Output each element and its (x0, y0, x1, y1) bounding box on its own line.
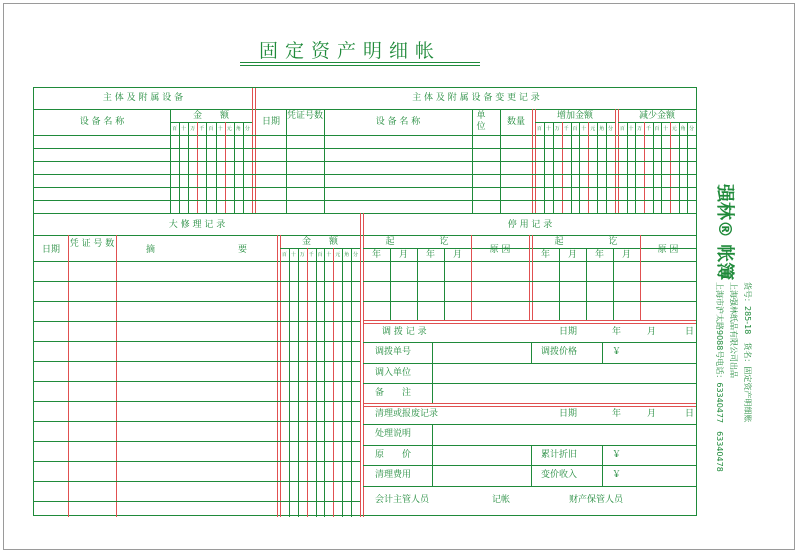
digit-label: 百 (172, 126, 178, 132)
rule (363, 281, 696, 282)
transfer-note-label: 备 注 (375, 388, 412, 398)
stop-year-label: 年 (371, 250, 381, 260)
header-stop-start-1: 起 (385, 237, 395, 247)
digit-label: 角 (344, 252, 350, 258)
digit-label: 百 (536, 126, 542, 132)
rule (34, 109, 696, 110)
rule (34, 235, 696, 236)
publisher-info (700, 170, 795, 472)
digit-label: 千 (199, 126, 205, 132)
header-equipment-name: 设 备 名 称 (79, 117, 125, 127)
digit-label: 角 (599, 126, 605, 132)
header-repair-voucher: 凭 证 号 数 (69, 239, 115, 249)
rule (298, 248, 299, 517)
header-stop-end-2: 讫 (608, 237, 618, 247)
stop-year-label: 年 (594, 250, 604, 260)
digit-label: 万 (299, 252, 305, 258)
digit-label: 十 (217, 126, 223, 132)
rule (34, 361, 360, 362)
disposal-accum-label: 累计折旧 (541, 450, 578, 460)
rule (363, 342, 696, 343)
rule (535, 122, 615, 123)
digit-label: 元 (671, 126, 677, 132)
rule (363, 465, 696, 466)
digit-label: 百 (619, 126, 625, 132)
rule (471, 235, 472, 320)
transfer-price-yen: ￥ (612, 347, 622, 357)
digit-label: 千 (563, 126, 569, 132)
title-underline (240, 62, 480, 63)
rule (34, 174, 696, 175)
footer-keeper: 财产保管人员 (569, 495, 624, 505)
transfer-month: 月 (647, 327, 657, 337)
rule (351, 248, 352, 517)
brand-line-3: 上海市沪太路9088号电话：63340477 63340478 (715, 282, 724, 472)
digit-label: 元 (590, 126, 596, 132)
rule (116, 235, 117, 517)
rule (68, 235, 69, 517)
rule (34, 381, 360, 382)
header-repair-date: 日期 (41, 245, 60, 255)
rule (255, 88, 256, 213)
digit-label: 百 (654, 126, 660, 132)
rule (363, 323, 696, 324)
stop-month-label: 月 (567, 250, 577, 260)
digit-label: 百 (281, 252, 287, 258)
header-change-qty: 数量 (506, 117, 525, 127)
stop-month-label: 月 (452, 250, 462, 260)
header-change-unit: 单位 (476, 111, 486, 132)
digit-label: 角 (235, 126, 241, 132)
stop-month-label: 月 (398, 250, 408, 260)
digit-label: 分 (244, 126, 250, 132)
digit-label: 万 (554, 126, 560, 132)
digit-label: 百 (572, 126, 578, 132)
rule (34, 501, 360, 502)
header-change-voucher: 凭证号数 (286, 111, 323, 121)
digit-label: 十 (290, 252, 296, 258)
rule (277, 235, 278, 517)
section-repair: 大 修 理 记 录 (168, 220, 226, 230)
transfer-year: 年 (612, 327, 622, 337)
rule (170, 122, 252, 123)
page-title: 固定资产明细帐 (258, 40, 441, 62)
digit-label: 十 (181, 126, 187, 132)
rule (34, 421, 360, 422)
rule (289, 248, 290, 517)
stop-year-label: 年 (425, 250, 435, 260)
disposal-date-label: 日期 (559, 409, 578, 419)
header-repair-summary-a: 摘 (146, 245, 156, 255)
digit-label: 万 (637, 126, 643, 132)
disposal-income-yen: ￥ (612, 470, 622, 480)
rule (324, 248, 325, 517)
rule (34, 401, 360, 402)
header-stop-end-1: 讫 (439, 237, 449, 247)
digit-label: 千 (308, 252, 314, 258)
digit-label: 十 (628, 126, 634, 132)
brand-logo: 强林® 帐簿 (714, 184, 735, 281)
header-amount: 金 额 (192, 111, 229, 121)
rule (34, 321, 360, 322)
rule (34, 261, 696, 262)
transfer-day: 日 (685, 327, 695, 337)
digit-label: 十 (663, 126, 669, 132)
disposal-accum-yen: ￥ (612, 450, 622, 460)
rule (363, 403, 696, 404)
rule (280, 248, 360, 249)
rule (432, 342, 433, 404)
rule (531, 342, 532, 363)
brand-line-2: 上海强林纸品有限公司出品 (729, 282, 738, 378)
digit-label: 分 (608, 126, 614, 132)
rule (360, 213, 361, 517)
disposal-day: 日 (685, 409, 695, 419)
header-stop-reason-2: 原 因 (657, 245, 679, 255)
brand-line-1: 货号：285-18 货名：固定资产明细账 (743, 282, 752, 423)
section-change-record: 主 体 及 附 属 设 备 变 更 记 录 (412, 93, 540, 103)
section-suspension: 停 用 记 录 (507, 220, 553, 230)
rule (34, 148, 696, 149)
header-stop-start-2: 起 (554, 237, 564, 247)
stop-year-label: 年 (540, 250, 550, 260)
disposal-income-label: 变价收入 (541, 470, 578, 480)
footer-accountant: 会计主管人员 (375, 495, 430, 505)
disposal-month: 月 (647, 409, 657, 419)
rule (363, 445, 696, 446)
stop-month-label: 月 (621, 250, 631, 260)
disposal-cost-label: 清理费用 (375, 470, 412, 480)
footer-bookkeeper: 记帐 (492, 495, 511, 505)
header-change-date: 日期 (261, 117, 280, 127)
rule (34, 441, 360, 442)
digit-label: 百 (208, 126, 214, 132)
rule (34, 281, 360, 282)
rule (640, 235, 641, 320)
rule (316, 248, 317, 517)
transfer-price-label: 调拨价格 (541, 347, 578, 357)
digit-label: 角 (680, 126, 686, 132)
digit-label: 百 (317, 252, 323, 258)
section-main-equipment: 主 体 及 附 属 设 备 (102, 93, 184, 103)
header-repair-amount: 金 额 (301, 237, 338, 247)
header-change-name: 设 备 名 称 (375, 117, 421, 127)
digit-label: 千 (645, 126, 651, 132)
rule (34, 341, 360, 342)
digit-label: 万 (190, 126, 196, 132)
rule (307, 248, 308, 517)
header-stop-reason-1: 原 因 (489, 245, 511, 255)
header-change-decrease: 减少金额 (638, 111, 675, 121)
rule (34, 213, 696, 214)
header-change-increase: 增加金额 (556, 111, 593, 121)
digit-label: 十 (545, 126, 551, 132)
rule (602, 342, 603, 363)
digit-label: 分 (353, 252, 359, 258)
rule (618, 122, 696, 123)
rule (252, 88, 253, 213)
header-repair-summary-b: 要 (238, 245, 248, 255)
digit-label: 元 (335, 252, 341, 258)
rule (34, 187, 696, 188)
rule (34, 200, 696, 201)
rule (363, 383, 696, 384)
rule (34, 461, 360, 462)
transfer-in-unit-label: 调入单位 (375, 368, 412, 378)
rule (342, 248, 343, 517)
rule (529, 235, 530, 320)
rule (280, 235, 281, 517)
rule (363, 320, 696, 321)
rule (34, 481, 360, 482)
rule (363, 486, 696, 487)
rule (363, 363, 696, 364)
rule (432, 424, 433, 486)
transfer-order-label: 调拨单号 (375, 347, 412, 357)
digit-label: 分 (689, 126, 695, 132)
disposal-title: 清理或报废记录 (375, 409, 439, 419)
digit-label: 十 (581, 126, 587, 132)
disposal-explain-label: 处理说明 (375, 429, 412, 439)
rule (532, 235, 533, 320)
digit-label: 元 (226, 126, 232, 132)
title-underline-2 (240, 65, 480, 66)
ledger-form (33, 87, 697, 516)
rule (363, 406, 696, 407)
transfer-title: 调 拨 记 录 (382, 327, 427, 337)
rule (34, 301, 360, 302)
digit-label: 十 (326, 252, 332, 258)
rule (363, 301, 696, 302)
disposal-year: 年 (612, 409, 622, 419)
transfer-date-label: 日期 (559, 327, 578, 337)
rule (363, 424, 696, 425)
rule (34, 161, 696, 162)
disposal-original-label: 原 价 (375, 450, 412, 460)
rule (333, 248, 334, 517)
